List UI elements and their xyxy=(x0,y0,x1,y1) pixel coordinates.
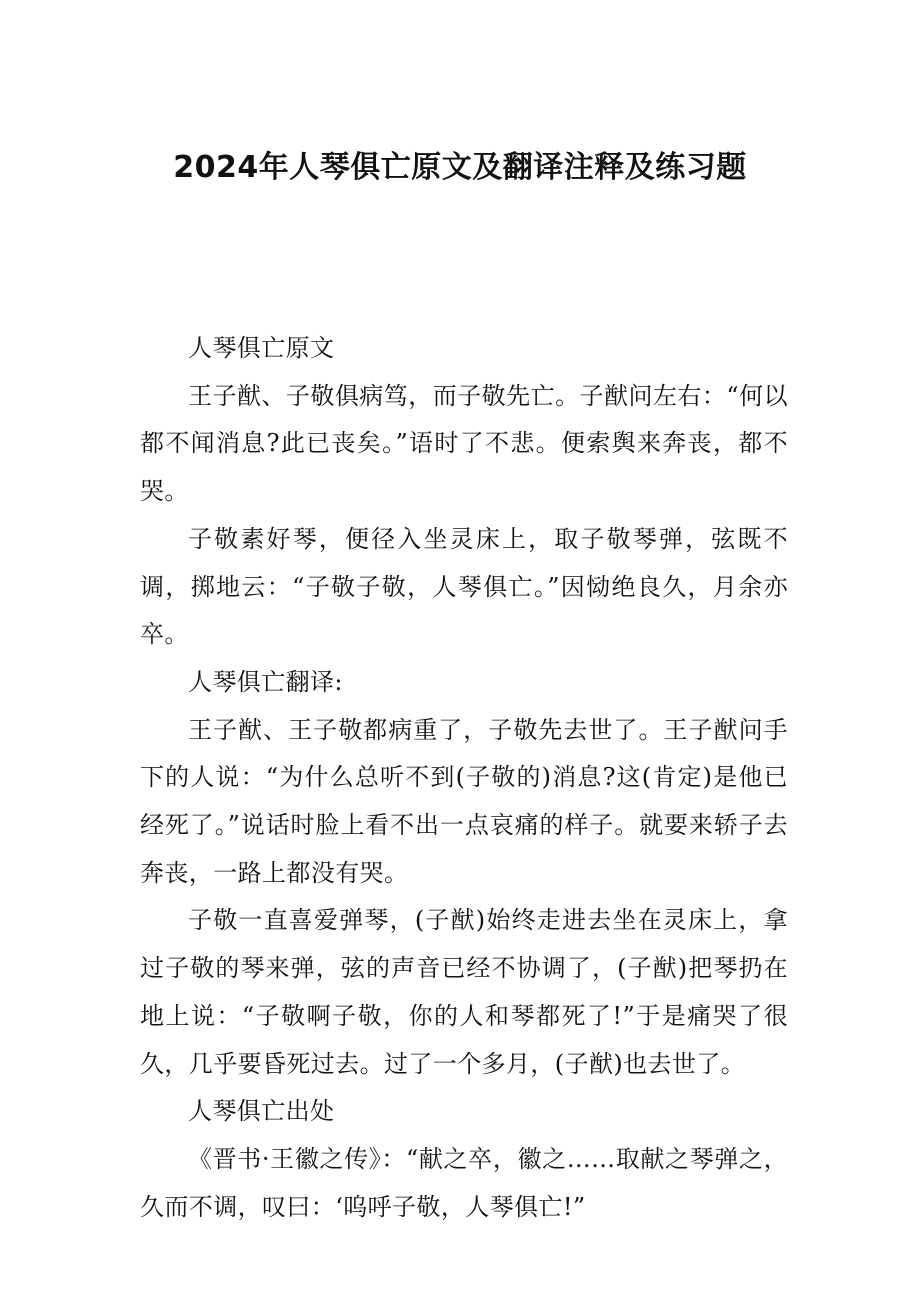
section-heading-source: 人琴俱亡出处 xyxy=(188,1097,335,1126)
document-body xyxy=(140,325,788,1231)
document-title: 2024年人琴俱亡原文及翻译注释及练习题 xyxy=(173,150,747,185)
paragraph-source: 《晋书·王徽之传》：“献之卒，徽之……取献之琴弹之，久而不调，叹曰：‘呜呼子敬，人琴俱亡!” xyxy=(140,1144,788,1221)
paragraph-translation-1: 王子猷、王子敬都病重了，子敬先去世了。王子猷问手下的人说：“为什么总听不到(子敬的)消息?这(肯定)是他已经死了。”说话时脸上看不出一点哀痛的样子。就要来轿子去奔丧，一路上都没有哭。 xyxy=(140,715,788,887)
section-heading-translation: 人琴俱亡翻译: xyxy=(188,667,343,696)
paragraph-original-1: 王子猷、子敬俱病笃，而子敬先亡。子猷问左右：“何以都不闻消息?此已丧矣。”语时了不悲。便索舆来奔丧，都不哭。 xyxy=(140,381,788,506)
paragraph-translation-2: 子敬一直喜爱弹琴，(子猷)始终走进去坐在灵床上，拿过子敬的琴来弹，弦的声音已经不协调了，(子猷)把琴扔在地上说：“子敬啊子敬，你的人和琴都死了!”于是痛哭了很久，几乎要昏死过去。过了一个多月，(子猷)也去世了。 xyxy=(140,906,788,1078)
section-heading-original: 人琴俱亡原文 xyxy=(188,334,335,362)
paragraph-original-2: 子敬素好琴，便径入坐灵床上，取子敬琴弹，弦既不调，掷地云：“子敬子敬，人琴俱亡。”因恸绝良久，月余亦卒。 xyxy=(140,524,788,649)
